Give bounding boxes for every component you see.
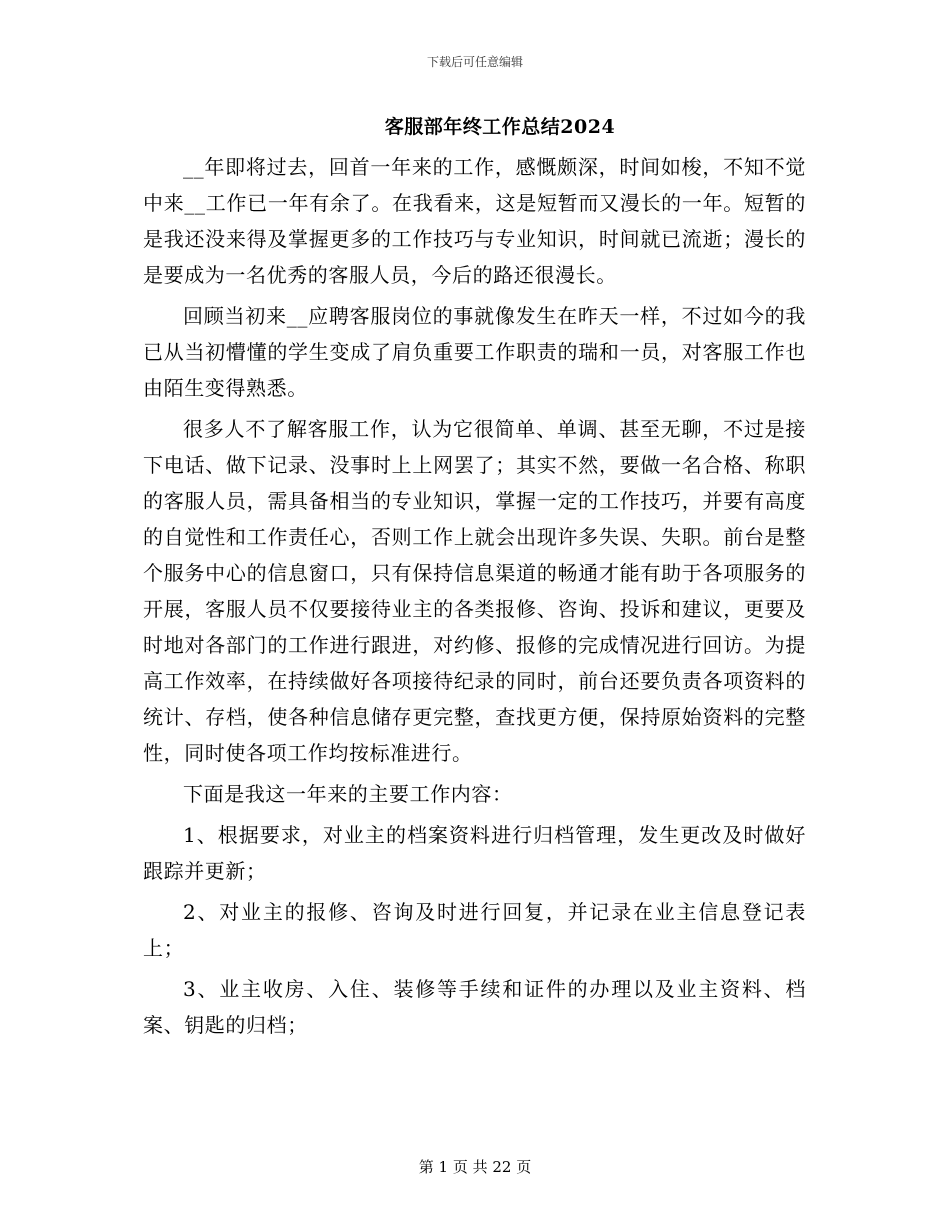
- document-body: [143, 149, 806, 1048]
- paragraph-review: 回顾当初来__应聘客服岗位的事就像发生在昨天一样，不过如今的我已从当初懵懂的学生变成了肩负重要工作职责的瑞和一员，对客服工作也由陌生变得熟悉。: [143, 304, 806, 400]
- paragraph-work-list-heading: 下面是我这一年来的主要工作内容：: [183, 782, 513, 806]
- header-note: 下载后可任意编辑: [426, 55, 523, 69]
- list-item-procedures: 3、业主收房、入住、装修等手续和证件的办理以及业主资料、档案、钥匙的归档；: [143, 977, 806, 1037]
- paragraph-intro: __年即将过去，回首一年来的工作，感慨颇深，时间如梭，不知不觉中来__工作已一年有余了。在我看来，这是短暂而又漫长的一年。短暂的是我还没来得及掌握更多的工作技巧与专业知识，时间就已流逝；漫长的是要成为一名优秀的客服人员，今后的路还很漫长。: [143, 155, 806, 287]
- document-title: 客服部年终工作总结2024: [384, 116, 616, 138]
- list-item-reply: 2、对业主的报修、咨询及时进行回复，并记录在业主信息登记表上；: [143, 900, 806, 960]
- paragraph-job-description: 很多人不了解客服工作，认为它很简单、单调、甚至无聊，不过是接下电话、做下记录、没事时上上网罢了；其实不然，要做一名合格、称职的客服人员，需具备相当的专业知识，掌握一定的工作技巧，并要有高度的自觉性和工作责任心，否则工作上就会出现许多失误、失职。前台是整个服务中心的信息窗口，只有保持信息渠道的畅通才能有助于各项服务的开展，客服人员不仅要接待业主的各类报修、咨询、投诉和建议，更要及时地对各部门的工作进行跟进，对约修、报修的完成情况进行回访。为提高工作效率，在持续做好各项接待纪录的同时，前台还要负责各项资料的统计、存档，使各种信息储存更完整，查找更方便，保持原始资料的完整性，同时使各项工作均按标准进行。: [143, 417, 806, 765]
- page-footer: 第 1 页 共 22 页: [418, 1158, 532, 1176]
- list-item-archive: 1、根据要求，对业主的档案资料进行归档管理，发生更改及时做好跟踪并更新；: [143, 823, 806, 883]
